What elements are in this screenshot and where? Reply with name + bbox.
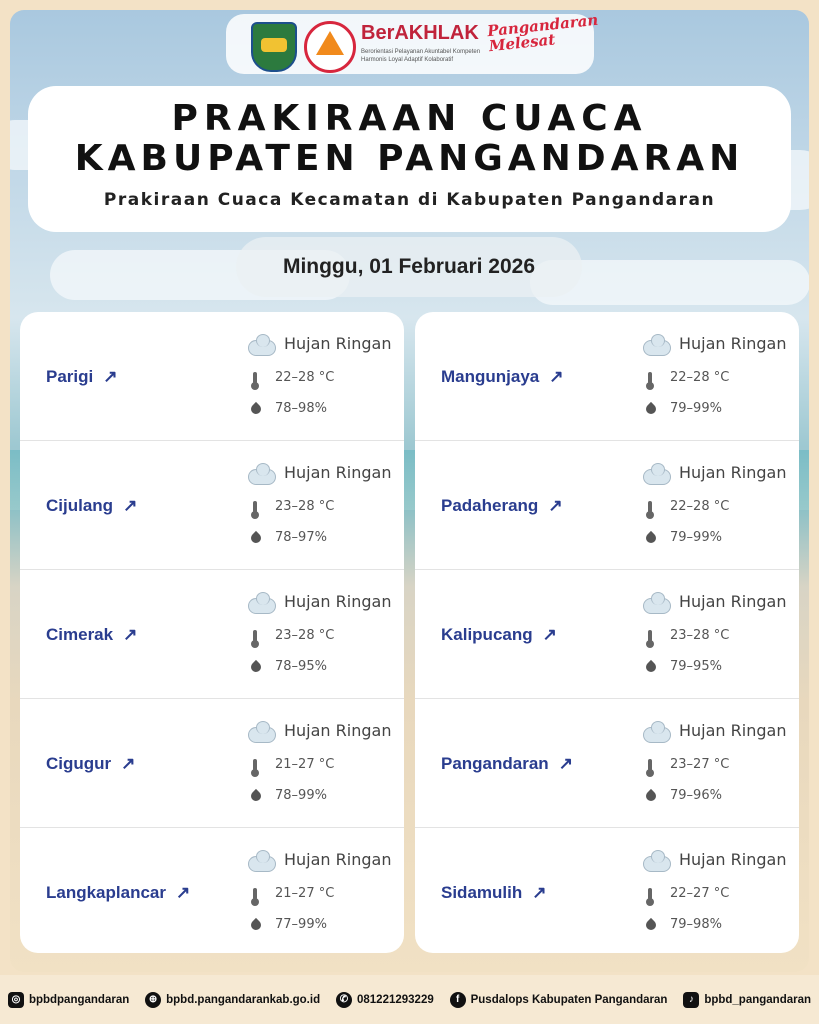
- condition-label: Hujan Ringan: [679, 721, 787, 740]
- cloud-rain-icon: [248, 727, 276, 743]
- forecast-row: [415, 699, 799, 828]
- thermometer-icon: [253, 888, 257, 900]
- forecast-row: [415, 441, 799, 570]
- district-name: Cigugur: [46, 754, 112, 773]
- facebook-icon: f: [450, 992, 466, 1008]
- temperature-value: 23–28 °C: [275, 499, 335, 514]
- forecast-row: [20, 312, 404, 441]
- temperature-value: 23–28 °C: [670, 628, 730, 643]
- district-link[interactable]: [46, 754, 135, 774]
- humidity-value: 79–99%: [670, 401, 722, 416]
- humidity-value: 78–99%: [275, 788, 327, 803]
- cloud-rain-icon: [248, 340, 276, 356]
- globe-icon: ⊕: [145, 992, 161, 1008]
- cloud-rain-icon: [248, 469, 276, 485]
- thermometer-icon: [253, 759, 257, 771]
- humidity-value: 79–99%: [670, 530, 722, 545]
- tiktok-contact[interactable]: [683, 992, 811, 1008]
- droplet-icon: [644, 660, 658, 674]
- district-name: Cijulang: [46, 496, 114, 515]
- droplet-icon: [249, 531, 263, 545]
- temperature-value: 22–28 °C: [670, 499, 730, 514]
- condition-label: Hujan Ringan: [679, 592, 787, 611]
- temperature-value: 23–28 °C: [275, 628, 335, 643]
- district-name: Padaherang: [441, 496, 539, 515]
- temperature-value: 21–27 °C: [275, 886, 335, 901]
- thermometer-icon: [648, 630, 652, 642]
- website-url: bpbd.pangandarankab.go.id: [166, 993, 321, 1006]
- whatsapp-number: 081221293229: [356, 993, 434, 1006]
- district-name: Cimerak: [46, 625, 114, 644]
- humidity-value: 79–95%: [670, 659, 722, 674]
- district-link[interactable]: [441, 625, 557, 645]
- condition-label: Hujan Ringan: [679, 463, 787, 482]
- district-link[interactable]: [441, 883, 546, 903]
- thermometer-icon: [648, 372, 652, 384]
- temperature-value: 23–27 °C: [670, 757, 730, 772]
- cloud-rain-icon: [248, 598, 276, 614]
- temperature-value: 21–27 °C: [275, 757, 335, 772]
- arrow-up-right-icon: ↗: [549, 367, 564, 386]
- regency-emblem-logo: [251, 22, 297, 72]
- website-contact[interactable]: [145, 992, 320, 1008]
- berakhlak-logo: BerAKHLAK: [361, 22, 479, 44]
- humidity-value: 78–98%: [275, 401, 327, 416]
- district-link[interactable]: [441, 367, 564, 387]
- thermometer-icon: [648, 888, 652, 900]
- logo-bar: [226, 10, 600, 74]
- forecast-row: [20, 699, 404, 828]
- thermometer-icon: [253, 501, 257, 513]
- condition-label: Hujan Ringan: [284, 334, 392, 353]
- tiktok-handle: bpbd_pangandaran: [704, 993, 812, 1006]
- humidity-value: 78–97%: [275, 530, 327, 545]
- forecast-panel-right: [415, 312, 799, 953]
- forecast-panel-left: [20, 312, 404, 953]
- forecast-row: [415, 312, 799, 441]
- arrow-up-right-icon: ↗: [103, 367, 118, 386]
- droplet-icon: [249, 789, 263, 803]
- droplet-icon: [249, 402, 263, 416]
- cloud-rain-icon: [643, 340, 671, 356]
- berakhlak-tagline: Berorientasi Pelayanan Akuntabel Kompeten Harmonis Loyal Adaptif Kolaboratif: [361, 49, 481, 63]
- forecast-row: [415, 828, 799, 953]
- thermometer-icon: [648, 501, 652, 513]
- district-name: Pangandaran: [441, 754, 549, 773]
- arrow-up-right-icon: ↗: [121, 754, 136, 773]
- forecast-row: [20, 828, 404, 953]
- arrow-up-right-icon: ↗: [548, 496, 563, 515]
- arrow-up-right-icon: ↗: [123, 625, 138, 644]
- droplet-icon: [249, 918, 263, 932]
- condition-label: Hujan Ringan: [284, 592, 392, 611]
- cloud-rain-icon: [643, 856, 671, 872]
- arrow-up-right-icon: ↗: [558, 754, 573, 773]
- instagram-icon: ◎: [8, 992, 24, 1008]
- arrow-up-right-icon: ↗: [542, 625, 557, 644]
- district-link[interactable]: [46, 496, 137, 516]
- thermometer-icon: [253, 372, 257, 384]
- footer-contacts: [0, 975, 819, 1024]
- district-name: Sidamulih: [441, 883, 523, 902]
- humidity-value: 78–95%: [275, 659, 327, 674]
- instagram-contact[interactable]: [8, 992, 129, 1008]
- temperature-value: 22–28 °C: [275, 370, 335, 385]
- date-badge: Minggu, 01 Februari 2026: [236, 237, 582, 297]
- district-name: Parigi: [46, 367, 94, 386]
- arrow-up-right-icon: ↗: [532, 883, 547, 902]
- thermometer-icon: [648, 759, 652, 771]
- facebook-name: Pusdalops Kabupaten Pangandaran: [470, 993, 668, 1006]
- condition-label: Hujan Ringan: [284, 463, 392, 482]
- droplet-icon: [644, 531, 658, 545]
- droplet-icon: [644, 402, 658, 416]
- temperature-value: 22–27 °C: [670, 886, 730, 901]
- condition-label: Hujan Ringan: [679, 334, 787, 353]
- humidity-value: 77–99%: [275, 917, 327, 932]
- droplet-icon: [644, 918, 658, 932]
- page-subtitle: Prakiraan Cuaca Kecamatan di Kabupaten Pangandaran: [103, 190, 716, 210]
- instagram-handle: bpbdpangandaran: [28, 993, 130, 1006]
- whatsapp-icon: ✆: [336, 992, 352, 1008]
- page-title-line1: PRAKIRAAN CUACA: [171, 98, 648, 139]
- condition-label: Hujan Ringan: [679, 850, 787, 869]
- district-name: Mangunjaya: [441, 367, 540, 386]
- arrow-up-right-icon: ↗: [176, 883, 191, 902]
- district-link[interactable]: [46, 367, 118, 387]
- droplet-icon: [644, 789, 658, 803]
- droplet-icon: [249, 660, 263, 674]
- cloud-rain-icon: [643, 598, 671, 614]
- whatsapp-contact[interactable]: [336, 992, 434, 1008]
- forecast-row: [20, 441, 404, 570]
- facebook-contact[interactable]: [450, 992, 668, 1008]
- thermometer-icon: [253, 630, 257, 642]
- cloud-rain-icon: [643, 469, 671, 485]
- cloud-rain-icon: [643, 727, 671, 743]
- humidity-value: 79–98%: [670, 917, 722, 932]
- title-card: [28, 86, 791, 232]
- temperature-value: 22–28 °C: [670, 370, 730, 385]
- district-link[interactable]: [441, 496, 563, 516]
- arrow-up-right-icon: ↗: [123, 496, 138, 515]
- district-link[interactable]: [46, 625, 137, 645]
- district-name: Kalipucang: [441, 625, 533, 644]
- cloud-rain-icon: [248, 856, 276, 872]
- district-link[interactable]: [46, 883, 190, 903]
- condition-label: Hujan Ringan: [284, 850, 392, 869]
- district-name: Langkaplancar: [46, 883, 166, 902]
- pangandaran-melesat-logo: Pangandaran Melesat: [486, 10, 600, 56]
- forecast-row: [20, 570, 404, 699]
- district-link[interactable]: [441, 754, 573, 774]
- tiktok-icon: ♪: [683, 992, 699, 1008]
- page-title-line2: KABUPATEN PANGANDARAN: [74, 138, 745, 179]
- humidity-value: 79–96%: [670, 788, 722, 803]
- bpbd-logo: [304, 21, 356, 73]
- forecast-row: [415, 570, 799, 699]
- condition-label: Hujan Ringan: [284, 721, 392, 740]
